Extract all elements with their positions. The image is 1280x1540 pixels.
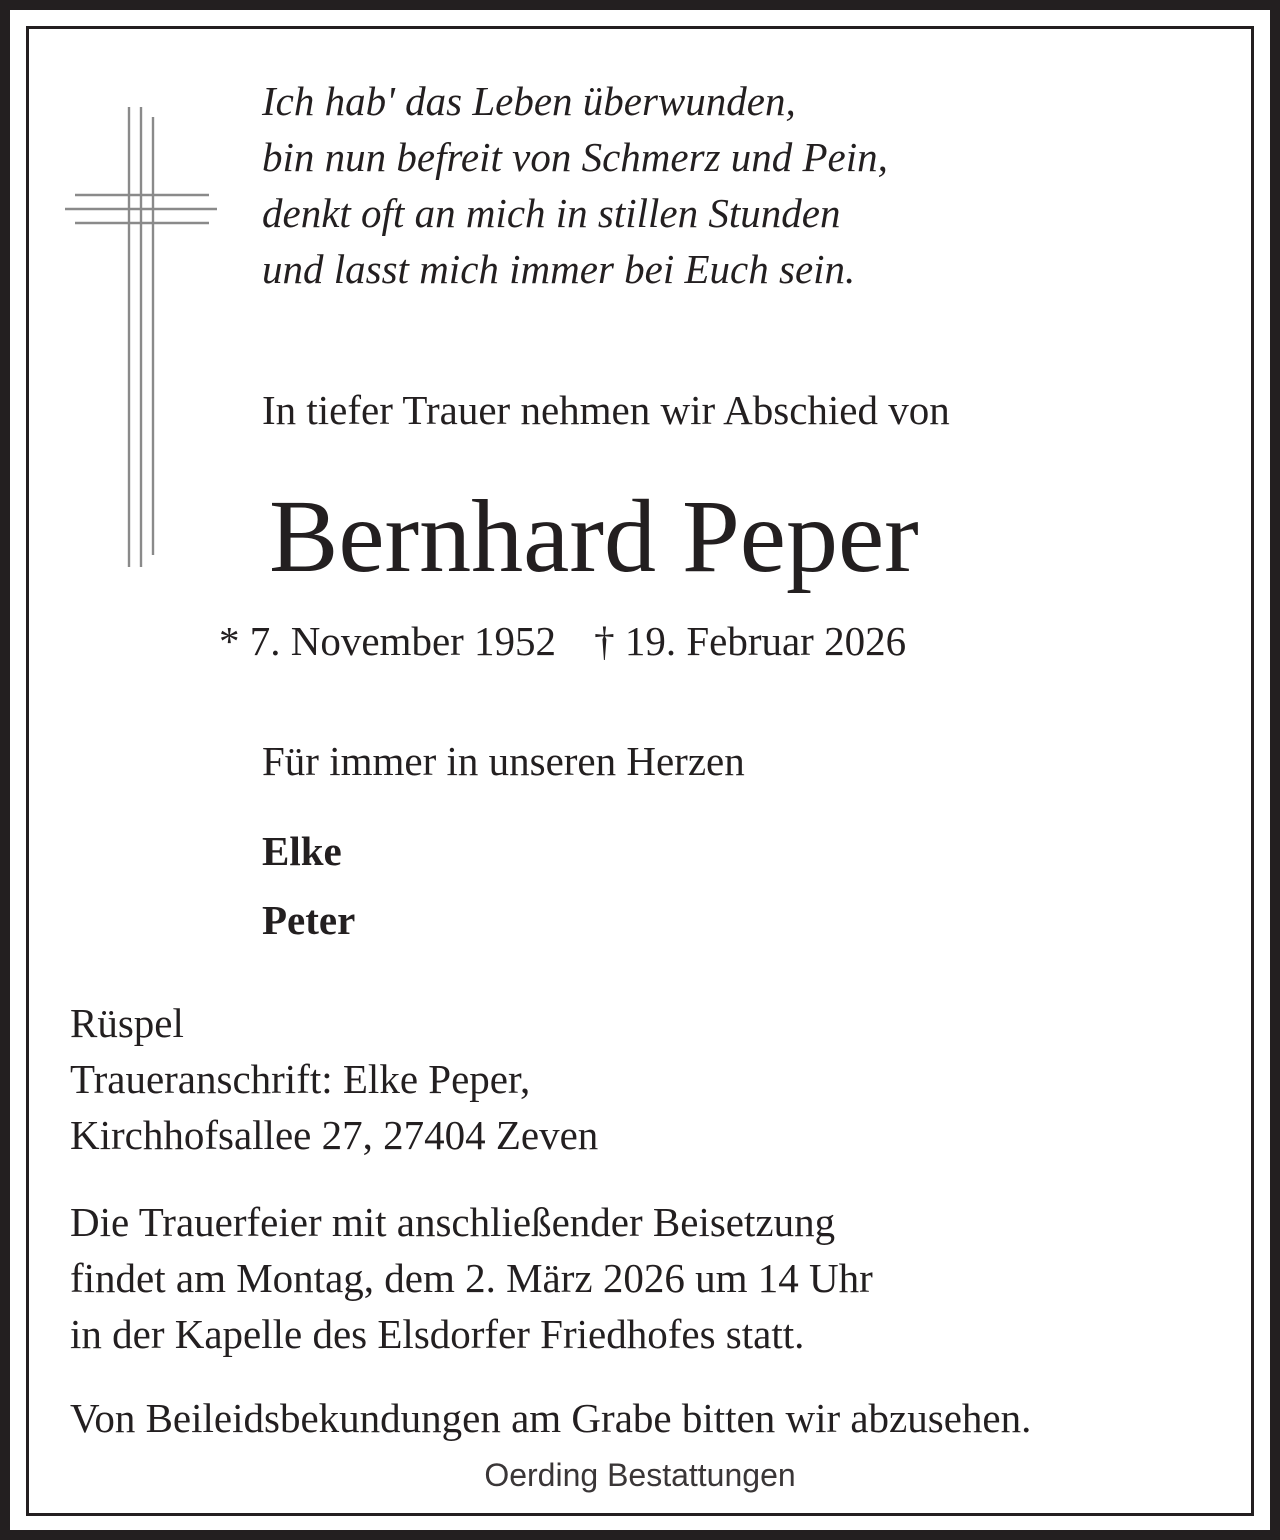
poem-line: denkt oft an mich in stillen Stunden — [262, 190, 841, 236]
deceased-name: Bernhard Peper — [269, 479, 919, 594]
undertaker-name: Oerding Bestattungen — [484, 1457, 796, 1493]
obituary-page — [10, 10, 1270, 1530]
cross-icon — [65, 107, 219, 569]
address-line: Rüspel — [70, 1000, 184, 1046]
poem-line: Ich hab' das Leben überwunden, — [262, 78, 796, 124]
birth-date: * 7. November 1952 — [219, 618, 557, 664]
condolence-note: Von Beileidsbekundungen am Grabe bitten wir abzusehen. — [70, 1395, 1032, 1441]
signer-name: Peter — [262, 897, 356, 943]
life-dates — [219, 615, 906, 667]
death-date: † 19. Februar 2026 — [594, 618, 907, 664]
ceremony-line: Die Trauerfeier mit anschließender Beisetzung — [70, 1199, 836, 1245]
poem-line: bin nun befreit von Schmerz und Pein, — [262, 134, 888, 180]
signer-name: Elke — [262, 828, 342, 874]
mourning-address — [70, 995, 598, 1163]
poem-line: und lasst mich immer bei Euch sein. — [262, 246, 856, 292]
poem — [262, 73, 888, 297]
address-line: Traueranschrift: Elke Peper, — [70, 1056, 531, 1102]
ceremony-line: in der Kapelle des Elsdorfer Friedhofes statt. — [70, 1311, 805, 1357]
obituary-frame — [26, 26, 1254, 1516]
closing-line: Für immer in unseren Herzen — [262, 738, 745, 784]
ceremony-line: findet am Montag, dem 2. März 2026 um 14 Uhr — [70, 1255, 873, 1301]
funeral-ceremony-info — [70, 1194, 873, 1362]
address-line: Kirchhofsallee 27, 27404 Zeven — [70, 1112, 599, 1158]
farewell-intro: In tiefer Trauer nehmen wir Abschied von — [262, 387, 950, 433]
